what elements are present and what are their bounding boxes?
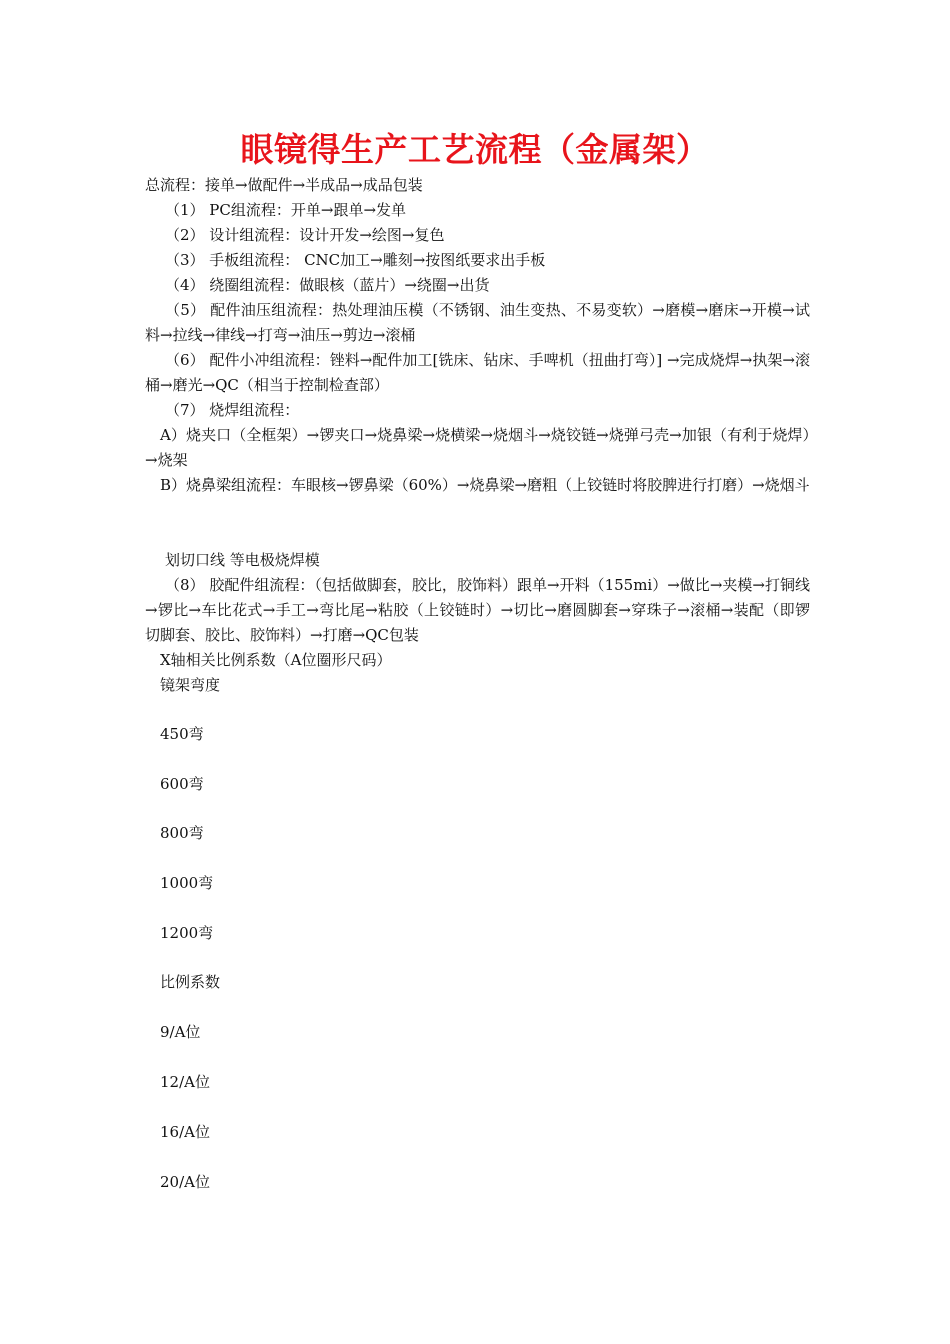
ratio-coefficient-label: 比例系数: [160, 973, 221, 991]
ratio-12a: 12/A位: [160, 1073, 210, 1091]
hydraulic-group-paragraph: （5） 配件油压组流程：热处理油压模（不锈钢、油生变热、不易变软）→磨模→磨床→开模→试料→拉线→律线→打弯→油压→剪边→滚桶: [145, 301, 810, 344]
cut-line-note: 划切口线 等电极烧焊模: [165, 551, 320, 569]
prototype-group-line: （3） 手板组流程： CNC加工→雕刻→按图纸要求出手板: [165, 251, 546, 269]
welding-a-paragraph: A）烧夹口（全框架）→锣夹口→烧鼻梁→烧横梁→烧烟斗→烧铰链→烧弹弓壳→加银（有利于烧焊）→烧架: [145, 426, 810, 469]
bend-1200: 1200弯: [160, 924, 214, 942]
small-punch-group-paragraph: （6） 配件小冲组流程：锉料→配件加工[铣床、钻床、手啤机（扭曲打弯）] →完成烧焊→执架→滚桶→磨光→QC（相当于控制检查部）: [145, 351, 810, 394]
ratio-16a: 16/A位: [160, 1123, 210, 1141]
document-title: 眼镜得生产工艺流程（金属架）: [240, 130, 710, 169]
frame-bend-label: 镜架弯度: [160, 676, 221, 694]
overall-process-line: 总流程：接单→做配件→半成品→成品包装: [145, 176, 423, 194]
ratio-20a: 20/A位: [160, 1173, 210, 1191]
welding-b-paragraph: B）烧鼻梁组流程：车眼核→锣鼻梁（60%）→烧鼻梁→磨粗（上铰链时将胶脾进行打磨）→烧烟斗: [160, 476, 810, 494]
x-axis-ratio-heading: X轴相关比例系数（A位圈形尺码）: [160, 651, 392, 669]
design-group-line: （2） 设计组流程：设计开发→绘图→复色: [165, 226, 445, 244]
pc-group-line: （1） PC组流程：开单→跟单→发单: [165, 201, 407, 219]
bend-450: 450弯: [160, 725, 204, 743]
ratio-9a: 9/A位: [160, 1023, 201, 1041]
plastic-parts-group-paragraph: （8） 胶配件组流程：（包括做脚套，胶比，胶饰料）跟单→开料（155mi）→做比→夹模→打铜线→锣比→车比花式→手工→弯比尾→粘胶（上铰链时）→切比→磨圆脚套→穿珠子→滚桶→装配（即锣切脚套、胶比、胶饰料）→打磨→QC包装: [145, 576, 810, 644]
bend-1000: 1000弯: [160, 874, 214, 892]
welding-group-line: （7） 烧焊组流程：: [165, 401, 300, 419]
coil-group-line: （4） 绕圈组流程：做眼核（蓝片）→绕圈→出货: [165, 276, 490, 294]
bend-800: 800弯: [160, 824, 204, 842]
bend-600: 600弯: [160, 775, 204, 793]
